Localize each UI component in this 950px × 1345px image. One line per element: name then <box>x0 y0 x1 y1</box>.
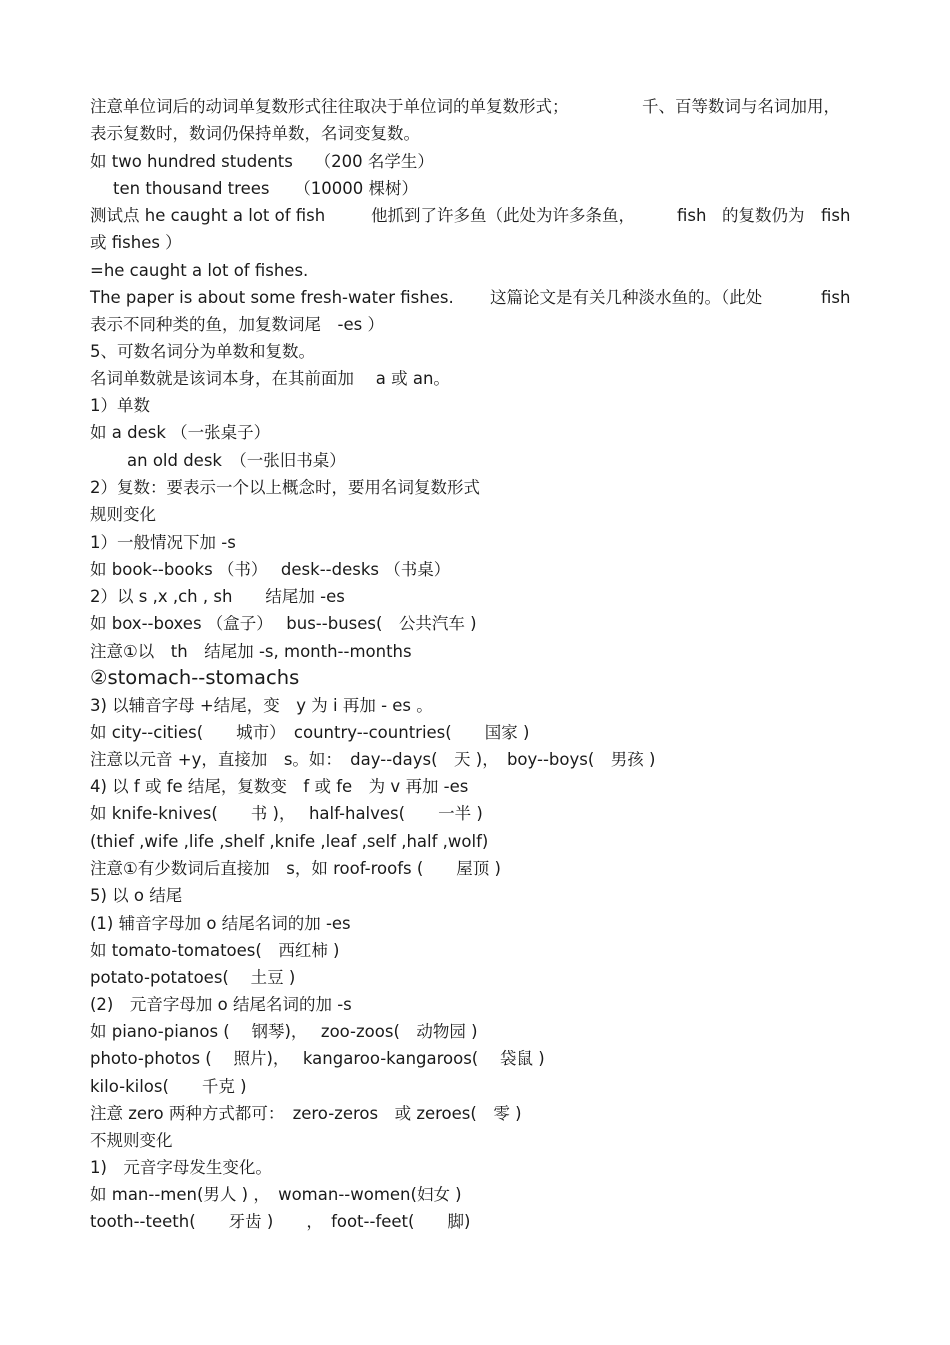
text-line: 注意①以 th 结尾加 -s, month--months <box>90 642 412 661</box>
text-line: 或 fishes ） <box>90 233 182 252</box>
text-line: 如 man--men(男人 ) ， woman--women(妇女 ) <box>90 1185 462 1204</box>
text-span: fish <box>821 288 851 307</box>
text-line: 4) 以 f 或 fe 结尾，复数变 f 或 fe 为 v 再加 -es <box>90 777 469 796</box>
text-span: fish <box>821 206 851 225</box>
text-line: =he caught a lot of fishes. <box>90 261 309 280</box>
text-line: kilo-kilos( 千克 ) <box>90 1077 247 1096</box>
text-line: 如 piano-pianos ( 钢琴)， zoo-zoos( 动物园 ) <box>90 1022 478 1041</box>
text-line: 1) 元音字母发生变化。 <box>90 1158 272 1177</box>
text-line: 2）以 s ,x ,ch , sh 结尾加 -es <box>90 587 345 606</box>
text-line: (thief ,wife ,life ,shelf ,knife ,leaf ,self ,half ,wolf) <box>90 832 489 851</box>
text-line: 不规则变化 <box>90 1131 173 1150</box>
text-line: 如 tomato-tomatoes( 西红柿 ) <box>90 941 340 960</box>
text-line: 5、可数名词分为单数和复数。 <box>90 342 315 361</box>
text-line: tooth--teeth( 牙齿 ) ， foot--feet( 脚) <box>90 1212 471 1231</box>
text-line: ②stomach--stomachs <box>90 666 300 689</box>
text-line: 如 knife-knives( 书 )， half-halves( 一半 ) <box>90 804 483 823</box>
text-line: 表示复数时，数词仍保持单数，名词变复数。 <box>90 124 420 143</box>
text-span: 的复数仍为 <box>722 206 805 225</box>
text-line: ten thousand trees （10000 棵树） <box>113 179 418 198</box>
text-line: (2) 元音字母加 o 结尾名词的加 -s <box>90 995 352 1014</box>
text-span: The paper is about some fresh-water fishes. <box>90 288 454 307</box>
text-line: 注意 zero 两种方式都可： zero-zeros 或 zeroes( 零 ) <box>90 1104 522 1123</box>
text-line: 3) 以辅音字母 +结尾，变 y 为 i 再加 - es 。 <box>90 696 433 715</box>
text-span: 注意单位词后的动词单复数形式往往取决于单位词的单复数形式； <box>90 97 569 116</box>
text-line: 注意①有少数词后直接加 s，如 roof-roofs ( 屋顶 ) <box>90 859 501 878</box>
text-line: 1）一般情况下加 -s <box>90 533 236 552</box>
text-line: 如 a desk （一张桌子） <box>90 423 271 442</box>
text-span: 千、百等数词与名词加用， <box>642 97 840 116</box>
text-line: 名词单数就是该词本身，在其前面加 a 或 an。 <box>90 369 450 388</box>
text-line: an old desk （一张旧书桌） <box>127 451 346 470</box>
text-span: 测试点 he caught a lot of fish <box>90 206 326 225</box>
text-span: 这篇论文是有关几种淡水鱼的。（此处 <box>490 288 763 307</box>
text-line: potato-potatoes( 土豆 ) <box>90 968 296 987</box>
text-line: 2）复数：要表示一个以上概念时，要用名词复数形式 <box>90 478 480 497</box>
text-line: photo-photos ( 照片)， kangaroo-kangaroos( 袋鼠 ) <box>90 1049 545 1068</box>
text-line: 5) 以 o 结尾 <box>90 886 183 905</box>
text-line: 如 city--cities( 城市） country--countries( 国家 ) <box>90 723 530 742</box>
text-line: 1）单数 <box>90 396 150 415</box>
text-line: 如 book--books （书） desk--desks （书桌） <box>90 560 451 579</box>
text-line: (1) 辅音字母加 o 结尾名词的加 -es <box>90 914 351 933</box>
text-line: 规则变化 <box>90 505 156 524</box>
text-span: fish <box>677 206 707 225</box>
text-line: 注意以元音 +y，直接加 s。如： day--days( 天 )， boy--boys( 男孩 ) <box>90 750 656 769</box>
text-span: 他抓到了许多鱼（此处为许多条鱼， <box>371 206 635 225</box>
text-line: 表示不同种类的鱼，加复数词尾 -es ） <box>90 315 384 334</box>
text-line: 如 box--boxes （盒子） bus--buses( 公共汽车 ) <box>90 614 477 633</box>
text-line: 如 two hundred students （200 名学生） <box>90 152 434 171</box>
